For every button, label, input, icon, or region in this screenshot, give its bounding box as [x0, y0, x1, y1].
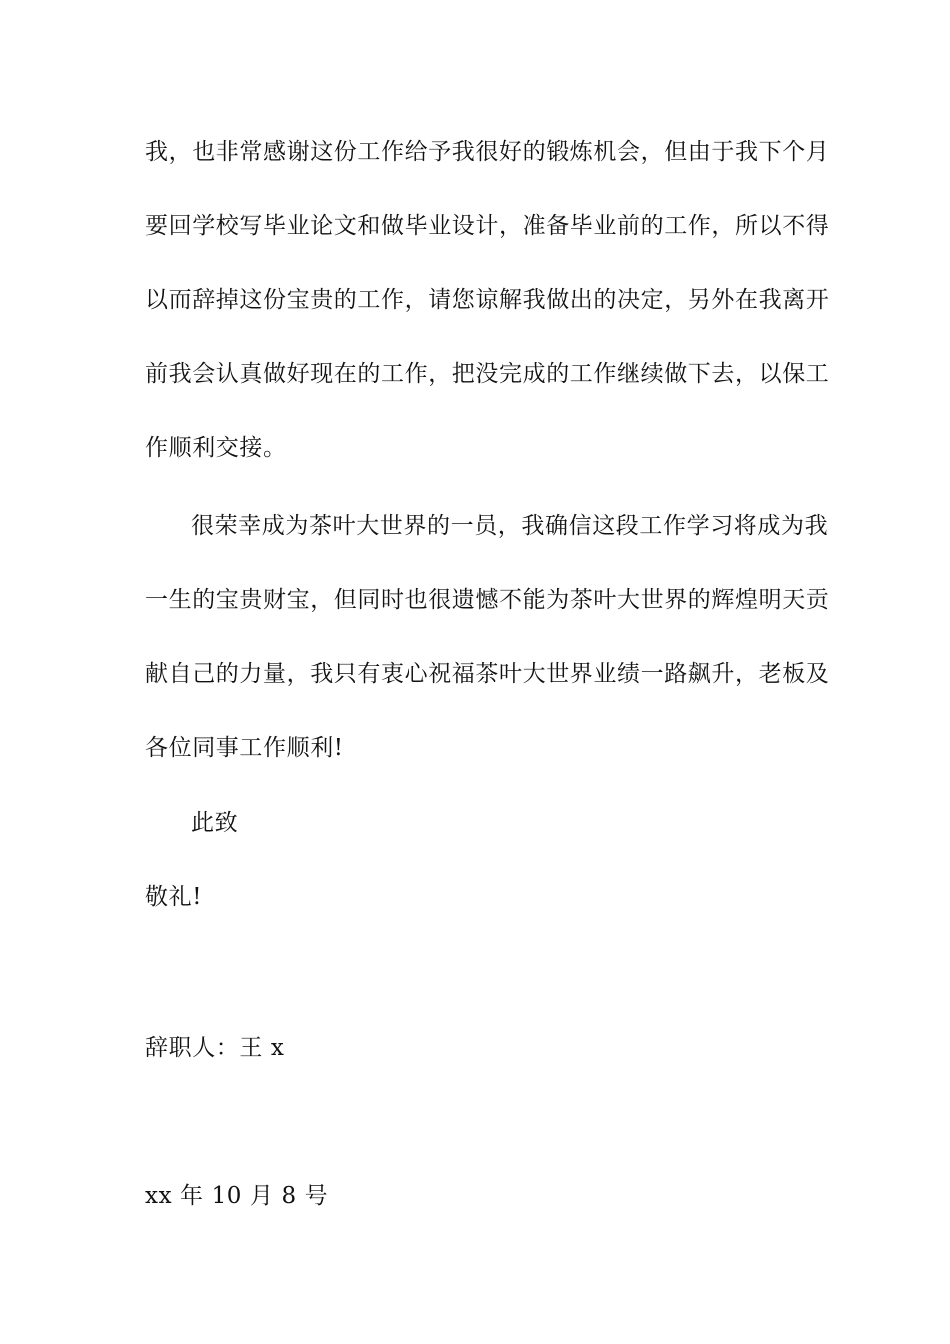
paragraph-line: 各位同事工作顺利! [145, 735, 344, 761]
paragraph-line: 献自己的力量，我只有衷心祝福茶叶大世界业绩一路飙升，老板及 [145, 661, 830, 687]
salutation-text: 敬礼! [145, 884, 203, 910]
signature-line: 辞职人：王 x [145, 1035, 285, 1061]
paragraph-line: 要回学校写毕业论文和做毕业设计，准备毕业前的工作，所以不得 [145, 213, 830, 239]
closing-text: 此致 [191, 810, 239, 836]
paragraph-line: 我，也非常感谢这份工作给予我很好的锻炼机会，但由于我下个月 [145, 139, 830, 165]
paragraph-line: 作顺利交接。 [145, 435, 287, 461]
date-line: xx 年 10 月 8 号 [145, 1183, 329, 1209]
paragraph-line: 很荣幸成为茶叶大世界的一员，我确信这段工作学习将成为我 [191, 513, 829, 539]
paragraph-line: 前我会认真做好现在的工作，把没完成的工作继续做下去，以保工 [145, 361, 830, 387]
paragraph-line: 一生的宝贵财宝，但同时也很遗憾不能为茶叶大世界的辉煌明天贡 [145, 587, 830, 613]
paragraph-line: 以而辞掉这份宝贵的工作，请您谅解我做出的决定，另外在我离开 [145, 287, 830, 313]
